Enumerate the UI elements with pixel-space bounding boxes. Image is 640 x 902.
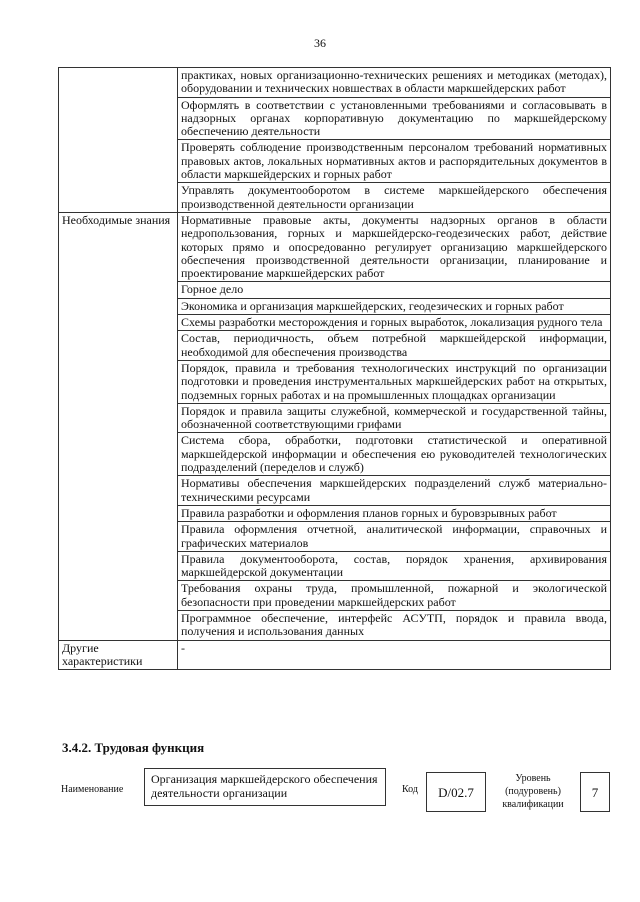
qualification-level-label: Уровень (подуровень) квалификации [502, 773, 564, 810]
qualification-level-box: 7 [580, 772, 610, 812]
other-characteristics-value: - [178, 640, 611, 670]
skill-cell: Управлять документооборотом в системе маркшейдерского обеспечения производственной деятельности организации [178, 183, 611, 213]
knowledge-cell: Нормативные правовые акты, документы надзорных органов в области недропользования, горных и маркшейдерско-геодезических работ, действие которых прямо и опосредованно регулирует организацию маркшейдерского обеспечения производственной деятельности организации, планирование и проектирование маркшейдерских работ [178, 212, 611, 281]
table-row [59, 68, 611, 98]
table-row [59, 640, 611, 670]
function-code-box: D/02.7 [426, 772, 486, 812]
knowledge-cell: Нормативы обеспечения маркшейдерских подразделений служб материально-техническими ресурсами [178, 476, 611, 506]
knowledge-cell: Правила документооборота, состав, порядок хранения, архивирования маркшейдерской документации [178, 551, 611, 581]
section-heading: 3.4.2. Трудовая функция [62, 740, 205, 755]
knowledge-label: Необходимые знания [59, 212, 178, 640]
competency-table [58, 67, 611, 670]
knowledge-cell: Состав, периодичность, объем потребной маркшейдерской информации, необходимой для обеспечения производства [178, 331, 611, 361]
other-characteristics-label: Другие характеристики [59, 640, 178, 670]
skill-cell: практиках, новых организационно-технических решениях и методиках (методах), оборудовании и технических новшествах в области маркшейдерских работ [178, 68, 611, 98]
continuation-label-cell [59, 68, 178, 213]
knowledge-cell: Экономика и организация маркшейдерских, геодезических и горных работ [178, 298, 611, 314]
knowledge-cell: Требования охраны труда, промышленной, пожарной и экологической безопасности при проведении маркшейдерских работ [178, 581, 611, 611]
table-row [59, 212, 611, 281]
knowledge-cell: Программное обеспечение, интерфейс АСУТП, порядок и правила ввода, получения и использования данных [178, 610, 611, 640]
knowledge-cell: Правила оформления отчетной, аналитической информации, справочных и графических материалов [178, 522, 611, 552]
knowledge-cell: Правила разработки и оформления планов горных и буровзрывных работ [178, 505, 611, 521]
knowledge-cell: Схемы разработки месторождения и горных выработок, локализация рудного тела [178, 315, 611, 331]
knowledge-cell: Порядок и правила защиты служебной, коммерческой и государственной тайны, обозначенной соответствующими грифами [178, 403, 611, 433]
knowledge-cell: Порядок, правила и требования технологических инструкций по организации подготовки и проведения инструментальных маркшейдерских работ на открытых, подземных горных работах и на промышленных площадках организации [178, 360, 611, 403]
knowledge-cell: Система сбора, обработки, подготовки статистической и оперативной маркшейдерской информации и обеспечения ею руководителей технологических подразделений (переделов и служб) [178, 433, 611, 476]
knowledge-cell: Горное дело [178, 282, 611, 298]
code-label: Код [402, 784, 418, 795]
name-label: Наименование [61, 784, 124, 795]
skill-cell: Проверять соблюдение производственным персоналом требований нормативных правовых актов, локальных нормативных актов и распорядительных документов в области маркшейдерских и горных работ [178, 140, 611, 183]
page-number: 36 [314, 36, 326, 50]
function-name-box: Организация маркшейдерского обеспечения деятельности организации [144, 768, 386, 806]
skill-cell: Оформлять в соответствии с установленными требованиями и согласовывать в надзорных органах корпоративную документацию по маркшейдерскому обеспечению деятельности [178, 97, 611, 140]
